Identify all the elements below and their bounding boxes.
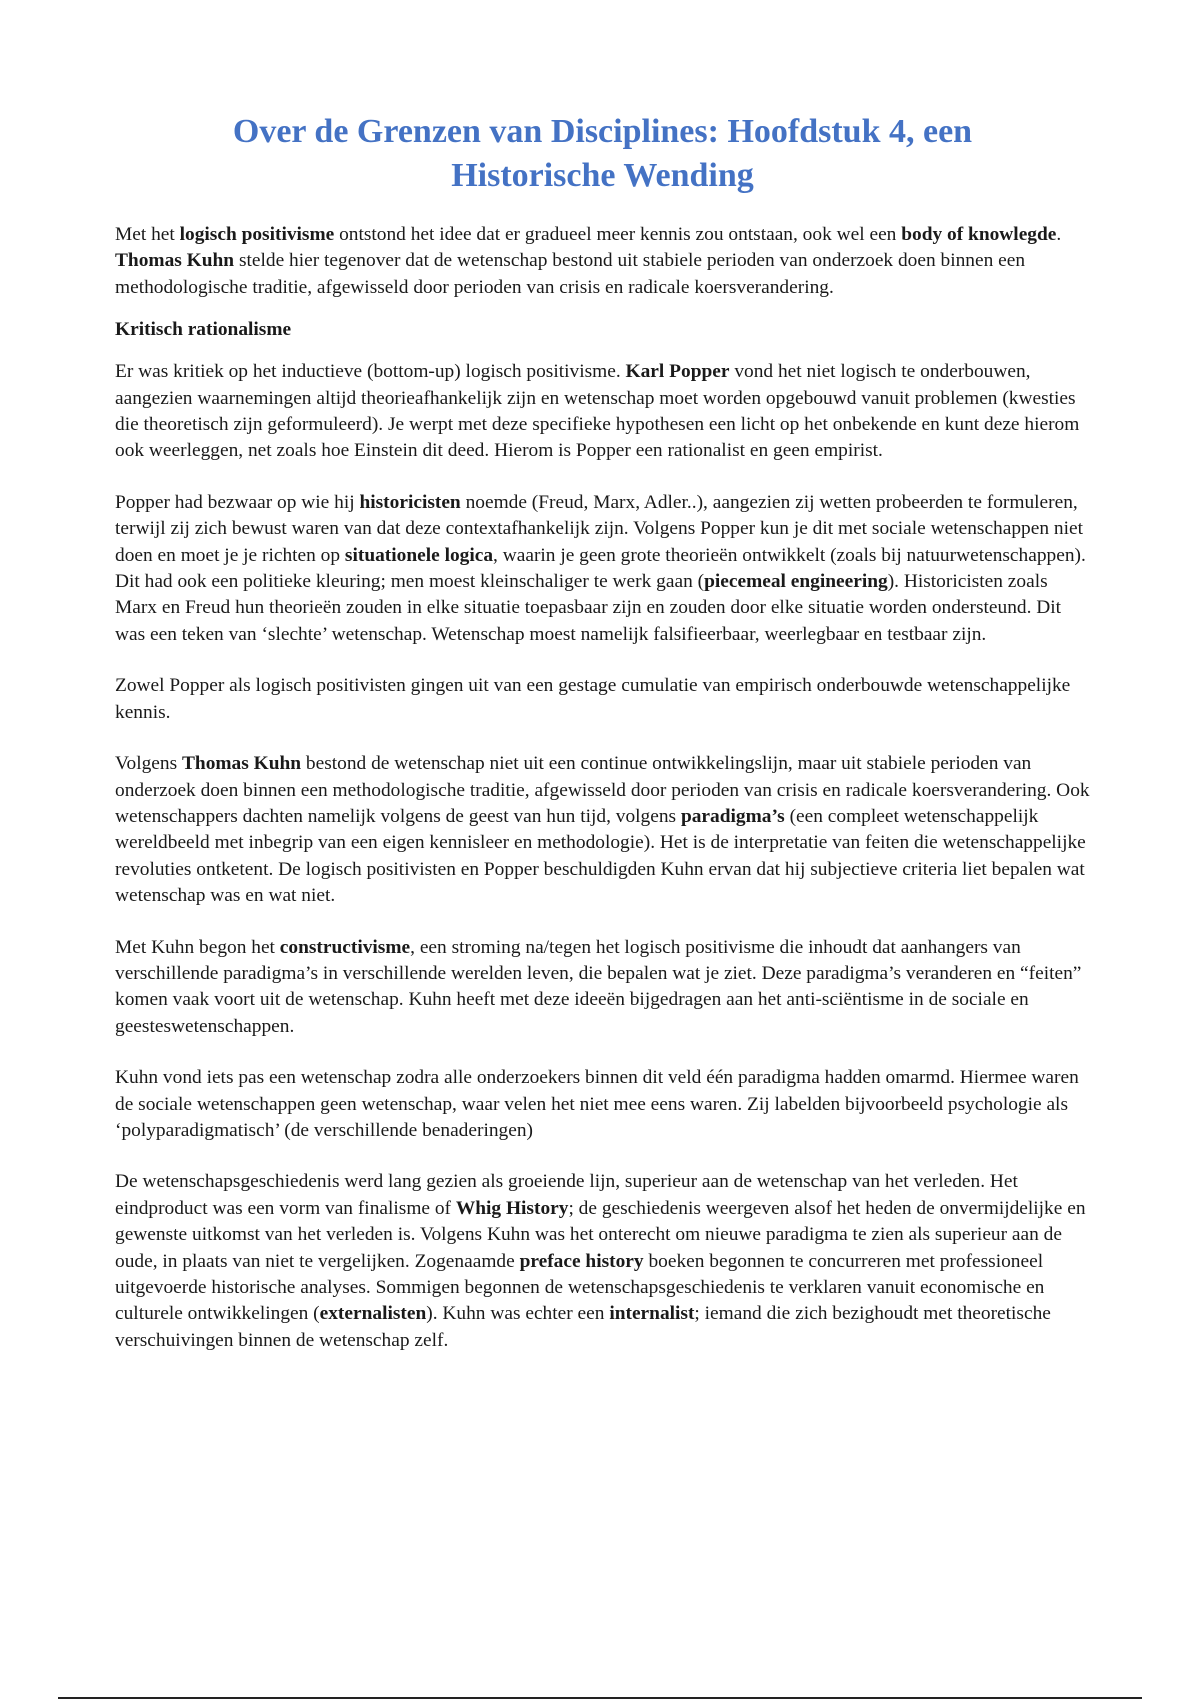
bold-term: situationele logica	[344, 544, 494, 566]
paragraph-7	[115, 1169, 1090, 1354]
bold-term: Thomas Kuhn	[181, 753, 302, 775]
text-run: bestond de wetenschap niet uit een continue ontwikkelingslijn, maar uit stabiele perioden van onderzoek doen binnen een methodologische traditie, afgewisseld door perioden van crisis en radicale koersverandering. Ook wetenschappers dachten namelijk volgens de geest van hun tijd, volgens	[115, 753, 1090, 827]
text-run: (een compleet wetenschappelijk wereldbeeld met inbegrip van een eigen kennisleer en methodologie). Het is de interpretatie van feiten die wetenschappelijke revoluties ontketent. De logisch positivisten en Popper beschuldigden Kuhn ervan dat hij subjectieve criteria liet bepalen wat wetenschap was en wat niet.	[115, 805, 1086, 907]
title-line-1: Over de Grenzen van Disciplines: Hoofdstuk 4, een	[232, 113, 973, 150]
text-run: Popper had bezwaar op wie hij	[115, 491, 360, 513]
bold-term: Whig History	[455, 1197, 569, 1219]
text-run: .	[1056, 224, 1062, 245]
document-page	[115, 110, 1090, 1379]
document-title	[115, 110, 1090, 198]
text-run: , een stroming na/tegen het logisch positivisme die inhoudt dat aanhangers van verschillende paradigma’s in verschillende werelden leven, die bepalen wat je ziet. Deze paradigma’s veranderen en “feiten” komen vaak voort uit de wetenschap. Kuhn heeft met deze ideeën bijgedragen aan het anti-sciëntisme in de sociale en geesteswetenschappen.	[115, 936, 1082, 1037]
text-run: Zowel Popper als logisch positivisten gingen uit van een gestage cumulatie van empirisch onderbouwde wetenschappelijke kennis.	[115, 675, 1071, 723]
bold-term: historicisten	[359, 491, 461, 513]
text-run: ; iemand die zich bezighoudt met theoretische verschuivingen binnen de wetenschap zelf.	[115, 1303, 1051, 1351]
section-heading: Kritisch rationalisme	[115, 319, 292, 341]
text-run: Met het	[115, 224, 180, 245]
text-run: Met Kuhn begon het	[115, 936, 280, 958]
bold-term: Thomas Kuhn	[115, 250, 235, 272]
text-run: boeken begonnen te concurreren met professioneel uitgevoerde historische analyses. Sommigen begonnen de wetenschapsgeschiedenis te verklaren vanuit economische en culturele ontwikkelingen (	[115, 1250, 1045, 1325]
paragraph-4	[115, 751, 1090, 909]
text-run: ; de geschiedenis weergeven alsof het heden de onvermijdelijke en gewenste uitkomst van het verleden is. Volgens Kuhn was het onterecht om nieuwe paradigma te zien als superieur aan de oude, in plaats van niet te vergelijken. Zogenaamde	[115, 1197, 1086, 1272]
bold-term: paradigma’s	[680, 805, 785, 827]
text-run: Er was kritiek op het inductieve (bottom-up) logisch positivisme.	[115, 361, 626, 383]
paragraph-6	[115, 1065, 1090, 1144]
bold-term: constructivisme	[279, 936, 411, 958]
paragraph-3	[115, 673, 1090, 726]
footer-divider	[58, 1697, 1142, 1699]
bold-term: internalist	[609, 1303, 695, 1325]
text-run: ontstond het idee dat er gradueel meer kennis zou ontstaan, ook wel een	[334, 224, 902, 245]
text-run: Kuhn vond iets pas een wetenschap zodra alle onderzoekers binnen dit veld één paradigma hadden omarmd. Hiermee waren de sociale wetenschappen geen wetenschap, waar velen het niet mee eens waren. Zij labelden bijvoorbeeld psychologie als ‘polyparadigmatisch’ (de verschillende benaderingen)	[115, 1067, 1079, 1141]
bold-term: preface history	[519, 1250, 644, 1272]
text-run: ). Kuhn was echter een	[426, 1303, 610, 1325]
bold-term: Karl Popper	[625, 361, 730, 383]
text-run: De wetenschapsgeschiedenis werd lang gezien als groeiende lijn, superieur aan de wetenschap van het verleden. Het eindproduct was een vorm van finalisme of	[115, 1171, 1018, 1219]
bold-term: logisch positivisme	[179, 224, 335, 245]
text-run: vond het niet logisch te onderbouwen, aangezien waarnemingen altijd theorieafhankelijk zijn en wetenschap moet worden opgebouwd vanuit problemen (kwesties die theoretisch zijn geformuleerd). Je werpt met deze specifieke hypothesen een licht op het onbekende en kunt deze hierom ook weerleggen, net zoals hoe Einstein dit deed. Hierom is Popper een rationalist en geen empirist.	[115, 361, 1080, 462]
text-run: noemde (Freud, Marx, Adler..), aangezien zij wetten probeerden te formuleren, terwijl zij zich bewust waren van dat deze contextafhankelijk zijn. Volgens Popper kun je dit met sociale wetenschappen niet doen en moet je je richten op	[115, 491, 1083, 566]
text-run: Volgens	[115, 753, 182, 775]
intro-paragraph	[115, 222, 1090, 301]
bold-term: externalisten	[319, 1303, 427, 1325]
bold-term: body of knowlegde	[901, 224, 1057, 245]
text-run: stelde hier tegenover dat de wetenschap bestond uit stabiele perioden van onderzoek doen binnen een methodologische traditie, afgewisseld door perioden van crisis en radicale koersverandering.	[115, 250, 1026, 298]
bold-term: piecemeal engineering	[704, 571, 888, 593]
paragraph-2	[115, 490, 1090, 648]
text-run: ). Historicisten zoals Marx en Freud hun theorieën zouden in elke situatie toepasbaar zijn en zouden door elke situatie worden ondersteund. Dit was een teken van ‘slechte’ wetenschap. Wetenschap moest namelijk falsifieerbaar, weerlegbaar en testbaar zijn.	[115, 571, 1062, 645]
paragraph-5	[115, 935, 1090, 1041]
paragraph-1	[115, 359, 1090, 465]
text-run: , waarin je geen grote theorieën ontwikkelt (zoals bij natuurwetenschappen). Dit had ook een politieke kleuring; men moest kleinschaliger te werk gaan (	[115, 544, 1086, 593]
title-line-2: Historische Wending	[451, 157, 754, 194]
